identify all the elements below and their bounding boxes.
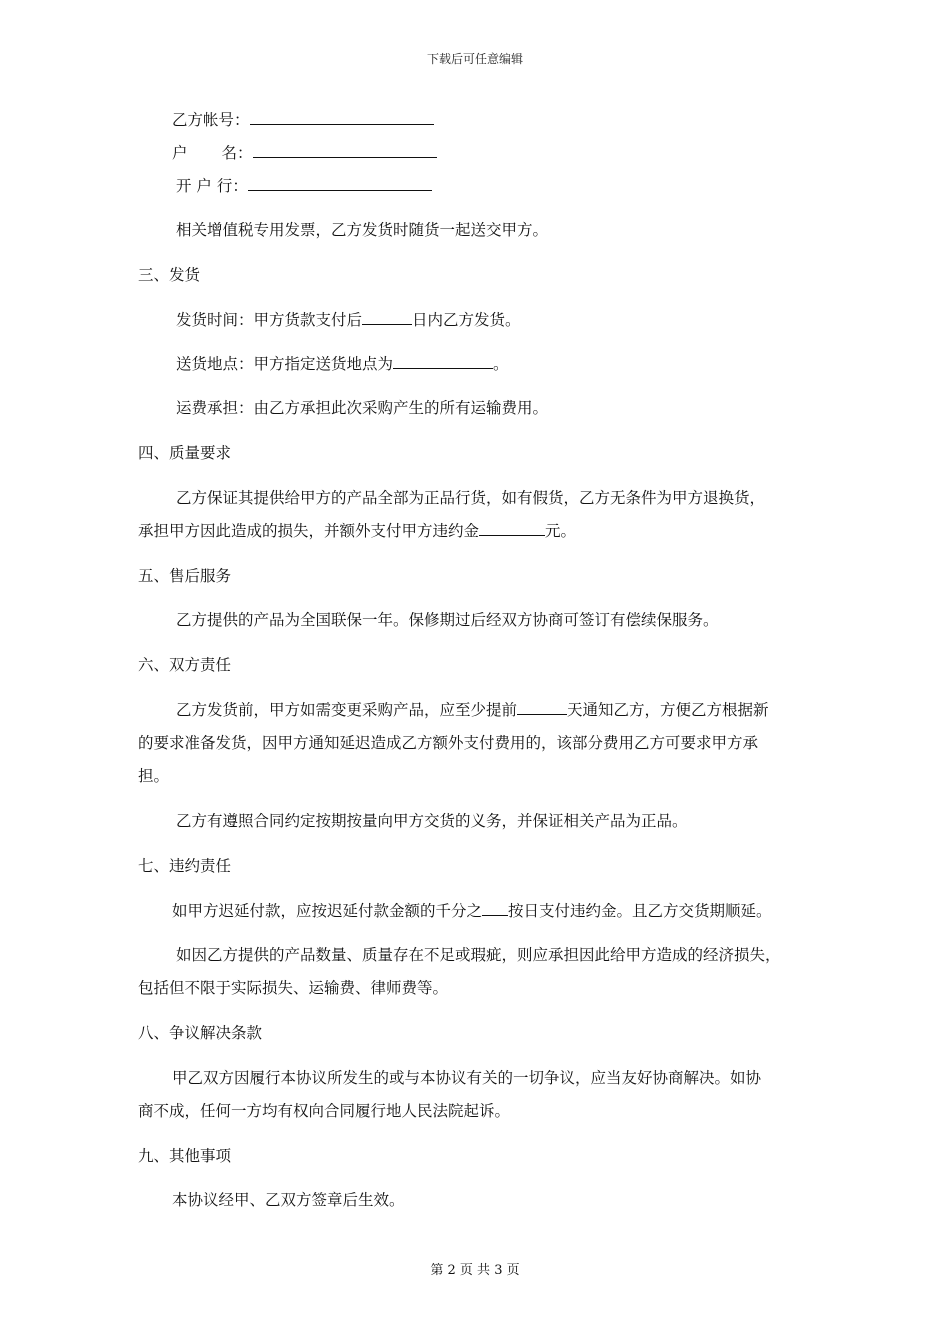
account-number-line: [172, 110, 434, 130]
bank-blank: [248, 176, 432, 191]
quality-para-text-end: 元。: [545, 522, 577, 540]
breach-para-2-line-1: 如因乙方提供的产品数量、质量存在不足或瑕疵，则应承担因此给甲方造成的经济损失，: [176, 946, 781, 964]
quality-para-line-2: [138, 521, 576, 541]
account-name-label-a: 户: [172, 144, 188, 162]
responsibility-para-line-1: [176, 700, 769, 720]
section-4-title: 四、质量要求: [138, 444, 232, 462]
dispute-para-line-2: 商不成，任何一方均有权向合同履行地人民法院起诉。: [138, 1102, 511, 1120]
section-5-title: 五、售后服务: [138, 567, 232, 585]
responsibility-para-line-2: 的要求准备发货，因甲方通知延迟造成乙方额外支付费用的，该部分费用乙方可要求甲方承: [138, 734, 759, 752]
account-name-line: [172, 143, 437, 163]
section-9-title: 九、其他事项: [138, 1147, 232, 1165]
dispute-para-line-1: 甲乙双方因履行本协议所发生的或与本协议有关的一切争议，应当友好协商解决。如协: [172, 1069, 762, 1087]
penalty-rate-blank: [482, 901, 508, 916]
invoice-note: 相关增值税专用发票，乙方发货时随货一起送交甲方。: [176, 221, 549, 239]
breach-text-end: 按日支付违约金。且乙方交货期顺延。: [508, 902, 772, 920]
page-footer: 第 2 页 共 3 页: [430, 1263, 520, 1278]
delivery-time-text: 发货时间：甲方货款支付后: [176, 311, 363, 329]
penalty-amount-blank: [479, 521, 545, 536]
freight-line: 运费承担：由乙方承担此次采购产生的所有运输费用。: [176, 399, 549, 417]
account-number-blank: [250, 110, 434, 125]
delivery-days-blank: [362, 310, 412, 325]
breach-para-2-line-2: 包括但不限于实际损失、运输费、律师费等。: [138, 979, 449, 997]
delivery-time-line: [176, 310, 521, 330]
delivery-place-text-end: 。: [493, 355, 509, 373]
section-6-title: 六、双方责任: [138, 656, 232, 674]
quality-para-line-1: 乙方保证其提供给甲方的产品全部为正品行货，如有假货，乙方无条件为甲方退换货，: [176, 489, 766, 507]
quality-para-text: 承担甲方因此造成的损失，并额外支付甲方违约金: [138, 522, 480, 540]
delivery-place-line: [176, 354, 509, 374]
account-name-blank: [253, 143, 437, 158]
page-header: 下载后可任意编辑: [426, 52, 523, 66]
responsibility-para-line-3: 担。: [138, 767, 170, 785]
responsibility-para-2: 乙方有遵照合同约定按期按量向甲方交货的义务，并保证相关产品为正品。: [176, 812, 688, 830]
section-7-title: 七、违约责任: [138, 857, 232, 875]
bank-line: [176, 176, 432, 196]
breach-text: 如甲方迟延付款，应按迟延付款金额的千分之: [172, 902, 483, 920]
section-8-title: 八、争议解决条款: [138, 1024, 263, 1042]
responsibility-text: 乙方发货前，甲方如需变更采购产品，应至少提前: [176, 701, 518, 719]
section-3-title: 三、发货: [138, 266, 201, 284]
responsibility-text-cont: 天通知乙方，方便乙方根据新: [567, 701, 769, 719]
delivery-place-text: 送货地点：甲方指定送货地点为: [176, 355, 394, 373]
other-matters-para: 本协议经甲、乙双方签章后生效。: [172, 1191, 405, 1209]
delivery-place-blank: [393, 354, 493, 369]
notice-days-blank: [517, 700, 567, 715]
breach-para-line-1: [172, 901, 772, 921]
delivery-time-text-end: 日内乙方发货。: [412, 311, 521, 329]
bank-label: 开 户 行：: [176, 177, 248, 195]
account-name-label-b: 名：: [221, 144, 253, 162]
after-sales-para: 乙方提供的产品为全国联保一年。保修期过后经双方协商可签订有偿续保服务。: [176, 611, 719, 629]
account-number-label: 乙方帐号：: [172, 111, 250, 129]
